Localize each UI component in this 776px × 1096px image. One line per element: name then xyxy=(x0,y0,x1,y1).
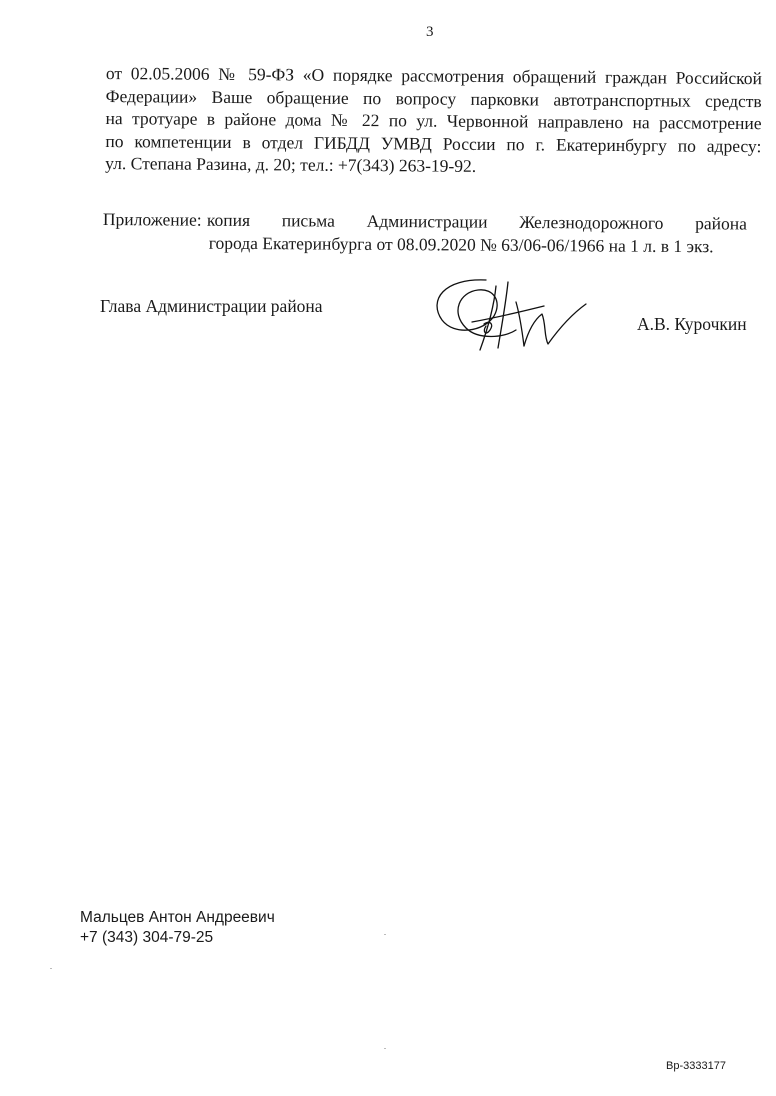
scan-speck xyxy=(50,968,52,969)
executor-name: Мальцев Антон Андреевич xyxy=(80,909,275,926)
signer-position: Глава Администрации района xyxy=(100,296,323,316)
attachment-line: копия письма Администрации Железнодорожного района xyxy=(206,209,747,234)
signer-name: А.В. Курочкин xyxy=(637,314,747,334)
page-number: 3 xyxy=(426,24,434,40)
scan-speck xyxy=(384,934,386,935)
attachment-label: Приложение: xyxy=(102,208,202,230)
body-paragraph xyxy=(105,62,762,180)
handwritten-signature xyxy=(424,272,594,356)
body-line: ул. Степана Разина, д. 20; тел.: +7(343) 263-19-92. xyxy=(105,153,477,177)
document-code: Вр-3333177 xyxy=(666,1060,726,1072)
body-line: от 02.05.2006 № 59-ФЗ «О порядке рассмотрения обращений граждан Российской xyxy=(105,62,762,89)
attachment-block xyxy=(102,208,753,257)
attachment-line: города Екатеринбурга от 08.09.2020 № 63/06-06/1966 на 1 л. в 1 экз. xyxy=(208,232,714,257)
executor-info xyxy=(80,908,275,948)
scan-speck xyxy=(384,1048,386,1049)
body-line: Федерации» Ваше обращение по вопросу парковки автотранспортных средств xyxy=(105,85,762,111)
executor-phone: +7 (343) 304-79-25 xyxy=(80,929,214,946)
body-line: по компетенции в отдел ГИБДД УМВД России по г. Екатеринбургу по адресу: xyxy=(105,130,762,156)
body-line: на тротуаре в районе дома № 22 по ул. Червонной направлено на рассмотрение xyxy=(105,108,762,134)
